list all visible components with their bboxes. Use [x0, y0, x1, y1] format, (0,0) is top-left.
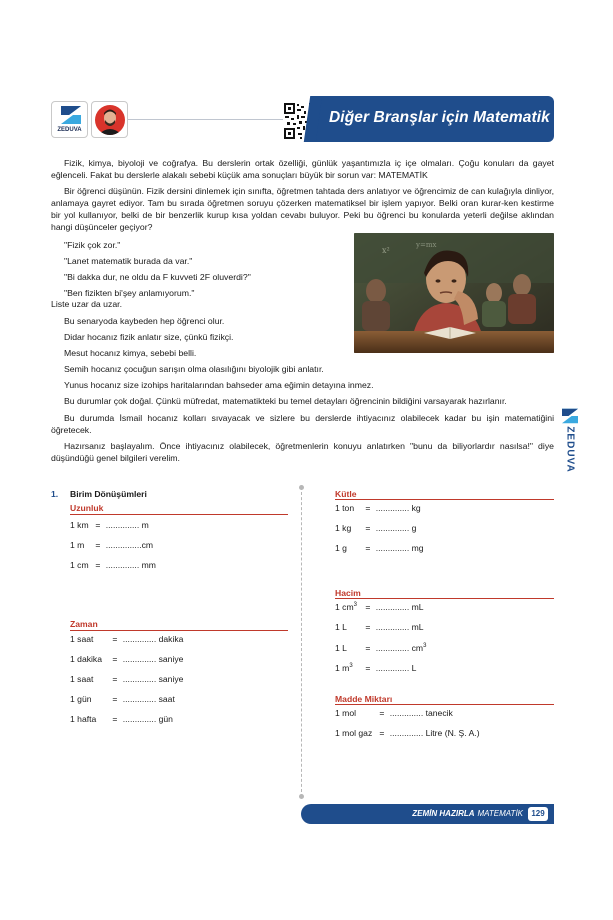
madde-row: 1 mol = .............. tanecik: [335, 708, 453, 718]
kutle-rule: [335, 499, 554, 500]
student-illustration: [354, 233, 554, 353]
zaman-rule: [70, 630, 288, 631]
zeduva-logo: [51, 101, 88, 138]
intro-paragraph-3: Bu durumda İsmail hocanız kolları sıvayacak ve sizlere bu derslerde ihtiyacınız olabilecek kadar bu işin matematiğini öğretecek.: [51, 413, 554, 435]
list-continues: Liste uzar da uzar.: [51, 299, 122, 309]
hacim-row: 1 L = .............. mL: [335, 622, 424, 632]
uzunluk-row: 1 m = ...............cm: [70, 540, 154, 550]
footer-label: ZEMİN HAZIRLA MATEMATİK: [412, 809, 523, 818]
text-line: Semih hocanız çocuğun sarışın olma olasılığını biyolojik gibi anlatır.: [64, 364, 324, 374]
uzunluk-rule: [70, 514, 288, 515]
hacim-rule: [335, 598, 554, 599]
uzunluk-heading: Uzunluk: [70, 503, 104, 513]
uzunluk-row: 1 km = .............. m: [70, 520, 149, 530]
side-brand-tab: [560, 408, 580, 490]
text-line: Bu senaryoda kaybeden hep öğrenci olur.: [64, 316, 225, 326]
zaman-row: 1 saat = .............. dakika: [70, 634, 184, 644]
hacim-row: 1 $cm^3$ = .............. mL: [335, 602, 424, 612]
quote-line: "Ben fizikten bi'şey anlamıyorum.": [64, 288, 195, 298]
svg-text:y=mx: y=mx: [416, 241, 437, 249]
zaman-row: 1 dakika = .............. saniye: [70, 654, 184, 664]
intro-paragraph-2: Bir öğrenci düşünün. Fizik dersini dinlemek için sınıfta, öğretmen tahtada ders anlatıyor ve öğrencimiz de can kulağıyla dinliyor, anlamaya gayret ediyor. Tam bu sırada öğretmen soruyu çözerken matematiksel bir işlem yapıyor. Belki oran kurar-ken kestirme bir yol kullanıyor, belki de bir benzerlik kurup kısa yoldan cevabı buluyor. Peki bu öğrenci bu konularda yeterli değilse aklından hangi düşünceler geçiyor?: [51, 186, 554, 232]
page-title: Diğer Branşlar için Matematik: [329, 109, 550, 126]
hacim-row: 1 L = .............. $cm^3$: [335, 643, 427, 653]
author-avatar: [91, 101, 128, 138]
quote-line: "Fizik çok zor.": [64, 240, 121, 250]
section-title: Birim Dönüşümleri: [70, 489, 147, 499]
side-tab-text: ZEDUVA: [564, 426, 576, 473]
text-line: Yunus hocanız size izohips haritalarından bahseder ama eğimin detayına inmez.: [64, 380, 374, 390]
intro-paragraph-1: Fizik, kimya, biyoloji ve coğrafya. Bu derslerin ortak özelliği, günlük yaşantımızla iç içe olmaları. Çoğu konuları da gayet eğlenceli. Fakat bu derslerle alakalı sebebi küçük ama sonuçları büyük bir sorun var: MATEMATİK: [51, 158, 554, 180]
title-banner: [313, 96, 554, 142]
svg-text:x²: x²: [382, 246, 390, 255]
uzunluk-row: 1 cm = .............. mm: [70, 560, 156, 570]
header-rule: [128, 119, 288, 120]
kutle-row: 1 g = .............. mg: [335, 543, 424, 553]
page-number: 129: [528, 807, 548, 821]
text-line: Bu durumlar çok doğal. Çünkü müfredat, matematikteki bu temel detayları öğrencinin bildiğini varsayarak hazırlanır.: [64, 396, 507, 406]
text-line: Didar hocanız fizik anlatır size, çünkü fizikçi.: [64, 332, 234, 342]
kutle-row: 1 ton = .............. kg: [335, 503, 421, 513]
intro-paragraph-4: Hazırsanız başlayalım. Önce ihtiyacınız olabilecek, öğretmenlerin konuyu anlatırken "bunu da biliyorlardır nasılsa!" diye düşündüğü genel bilgileri verelim.: [51, 441, 554, 463]
kutle-heading: Kütle: [335, 489, 357, 499]
quote-line: "Bi dakka dur, ne oldu da F kuvveti 2F oluverdi?": [64, 272, 251, 282]
zaman-row: 1 saat = .............. saniye: [70, 674, 184, 684]
madde-rule: [335, 704, 554, 705]
zeduva-logo-icon: [61, 106, 81, 124]
kutle-row: 1 kg = .............. g: [335, 523, 417, 533]
quote-line: "Lanet matematik burada da var.": [64, 256, 193, 266]
text-line: Mesut hocanız kimya, sebebi belli.: [64, 348, 197, 358]
divider-dot: [299, 794, 304, 799]
zaman-row: 1 hafta = .............. gün: [70, 714, 173, 724]
madde-heading: Madde Miktarı: [335, 694, 393, 704]
hacim-heading: Hacim: [335, 588, 361, 598]
column-divider: [301, 487, 302, 797]
page-footer: [301, 804, 554, 824]
zaman-row: 1 gün = .............. saat: [70, 694, 175, 704]
section-number: 1.: [51, 489, 59, 499]
logo-text: ZEDUVA: [57, 127, 82, 133]
madde-row: 1 mol gaz = .............. Litre (N. Ş. A.): [335, 728, 480, 738]
hacim-row: 1 $m^3$ = .............. L: [335, 663, 417, 673]
zaman-heading: Zaman: [70, 619, 98, 629]
